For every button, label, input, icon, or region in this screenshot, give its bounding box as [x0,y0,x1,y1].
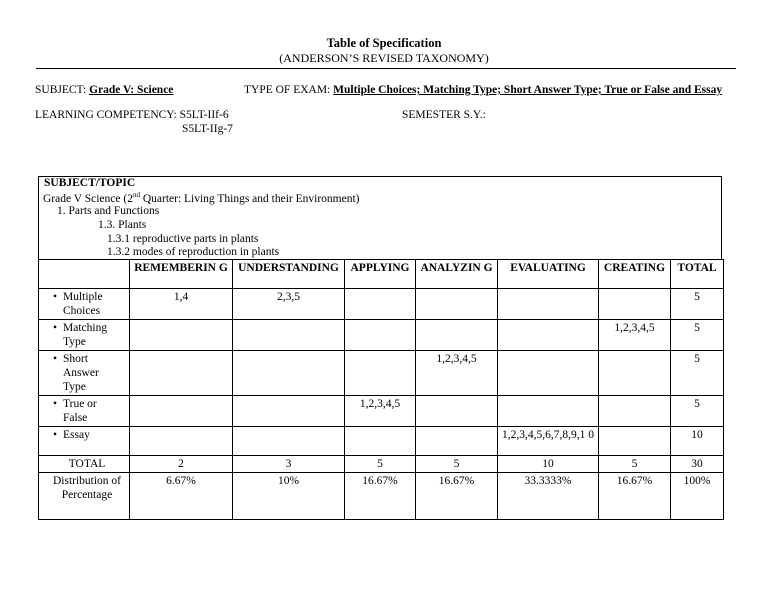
competency-code-2: S5LT-IIg-7 [182,123,233,135]
topic-item-1: 1. Parts and Functions [57,205,160,217]
header-applying: APPLYING [345,260,416,289]
competency-code-1: S5LT-IIf-6 [179,109,229,121]
table-cell [498,289,599,320]
table-cell: 16.67% [345,473,416,520]
table-cell [345,289,416,320]
table-cell: 5 [416,456,498,473]
row-label: Matching Type [63,322,108,348]
table-cell: 10 [498,456,599,473]
exam-type-label: TYPE OF EXAM: [244,84,334,96]
specification-table [38,259,724,520]
topic-grade-sup: nd [132,191,140,199]
table-cell [130,320,233,351]
table-cell [498,396,599,427]
header-analyzing: ANALYZIN G [416,260,498,289]
bullet-icon: • [52,353,58,365]
table-cell: 30 [671,456,724,473]
table-cell: 5 [599,456,671,473]
table-cell: 1,2,3,4,5 [345,396,416,427]
table-cell: 33.3333% [498,473,599,520]
table-row-essay [39,427,724,456]
row-label-cell [39,320,130,351]
header-understanding: UNDERSTANDING [233,260,345,289]
table-cell [345,427,416,456]
table-header-row [39,260,724,289]
table-cell [345,351,416,396]
table-cell: 100% [671,473,724,520]
table-cell: 5 [671,289,724,320]
topic-heading: SUBJECT/TOPIC [44,177,136,189]
table-cell [599,351,671,396]
table-row-short-answer-type [39,351,724,396]
table-cell [599,427,671,456]
row-label-cell [39,396,130,427]
table-row-true-or-false [39,396,724,427]
header-evaluating: EVALUATING [498,260,599,289]
topic-grade-rest: Quarter: Living Things and their Environment) [139,192,360,205]
row-label: Distribution of Percentage [52,475,122,501]
topic-item-1-3-2: 1.3.2 modes of reproduction in plants [107,246,280,258]
row-label: Short Answer Type [63,353,99,393]
bullet-icon: • [52,398,58,410]
table-row-total [39,456,724,473]
row-label: True or False [63,398,97,424]
table-cell: 1,2,3,4,5 [416,351,498,396]
table-cell [498,320,599,351]
topic-grade-text: Grade V Science (2 [43,192,133,205]
table-cell: 10 [671,427,724,456]
table-cell [233,427,345,456]
table-cell: 6.67% [130,473,233,520]
table-row-distribution-percentage [39,473,724,520]
table-cell: 1,2,3,4,5,6,7,8,9,1 0 [498,427,599,456]
row-label-cell [39,351,130,396]
table-cell [130,351,233,396]
subject-topic-box [38,176,722,259]
subject-line [35,84,173,96]
table-cell [416,289,498,320]
header-total: TOTAL [671,260,724,289]
header-remembering: REMEMBERIN G [130,260,233,289]
subject-label: SUBJECT: [35,84,90,96]
competency-label: LEARNING COMPETENCY: [35,109,180,121]
table-cell [233,351,345,396]
table-cell [416,320,498,351]
row-label-cell [39,289,130,320]
row-label: Multiple Choices [63,291,103,317]
bullet-icon: • [52,291,58,303]
exam-type-value: Multiple Choices; Matching Type; Short Answer Type; True or False and Essay [333,84,723,96]
table-cell [599,289,671,320]
table-cell: 1,4 [130,289,233,320]
bullet-icon: • [52,322,58,334]
topic-grade-line [43,191,359,205]
table-cell [345,320,416,351]
row-label-cell [39,473,130,520]
table-cell [233,396,345,427]
topic-item-1-3: 1.3. Plants [98,219,147,231]
table-cell: 5 [671,320,724,351]
row-label: Essay [63,429,90,441]
table-cell [599,396,671,427]
table-cell: 2 [130,456,233,473]
table-cell: 3 [233,456,345,473]
document-subtitle: (ANDERSON’S REVISED TAXONOMY) [279,51,489,65]
header-cell-blank [39,260,130,289]
subject-value: Grade V: Science [89,84,174,96]
topic-item-1-3-1: 1.3.1 reproductive parts in plants [107,233,259,245]
table-cell: 10% [233,473,345,520]
header-divider [36,68,736,69]
row-label-cell [39,456,130,473]
table-cell [416,396,498,427]
competency-line [35,109,229,121]
document-title: Table of Specification [326,36,442,50]
bullet-icon: • [52,429,58,441]
table-row-multiple-choices [39,289,724,320]
table-row-matching-type [39,320,724,351]
table-cell: 5 [345,456,416,473]
table-cell: 1,2,3,4,5 [599,320,671,351]
table-cell: 5 [671,396,724,427]
header-creating: CREATING [599,260,671,289]
exam-type-line [244,84,722,96]
table-cell [233,320,345,351]
table-cell [130,427,233,456]
table-cell [498,351,599,396]
table-cell: 5 [671,351,724,396]
table-cell: 16.67% [599,473,671,520]
row-label: TOTAL [68,458,106,470]
table-cell: 16.67% [416,473,498,520]
semester-label: SEMESTER S.Y.: [402,109,486,121]
row-label-cell [39,427,130,456]
table-cell [416,427,498,456]
table-cell [130,396,233,427]
table-cell: 2,3,5 [233,289,345,320]
